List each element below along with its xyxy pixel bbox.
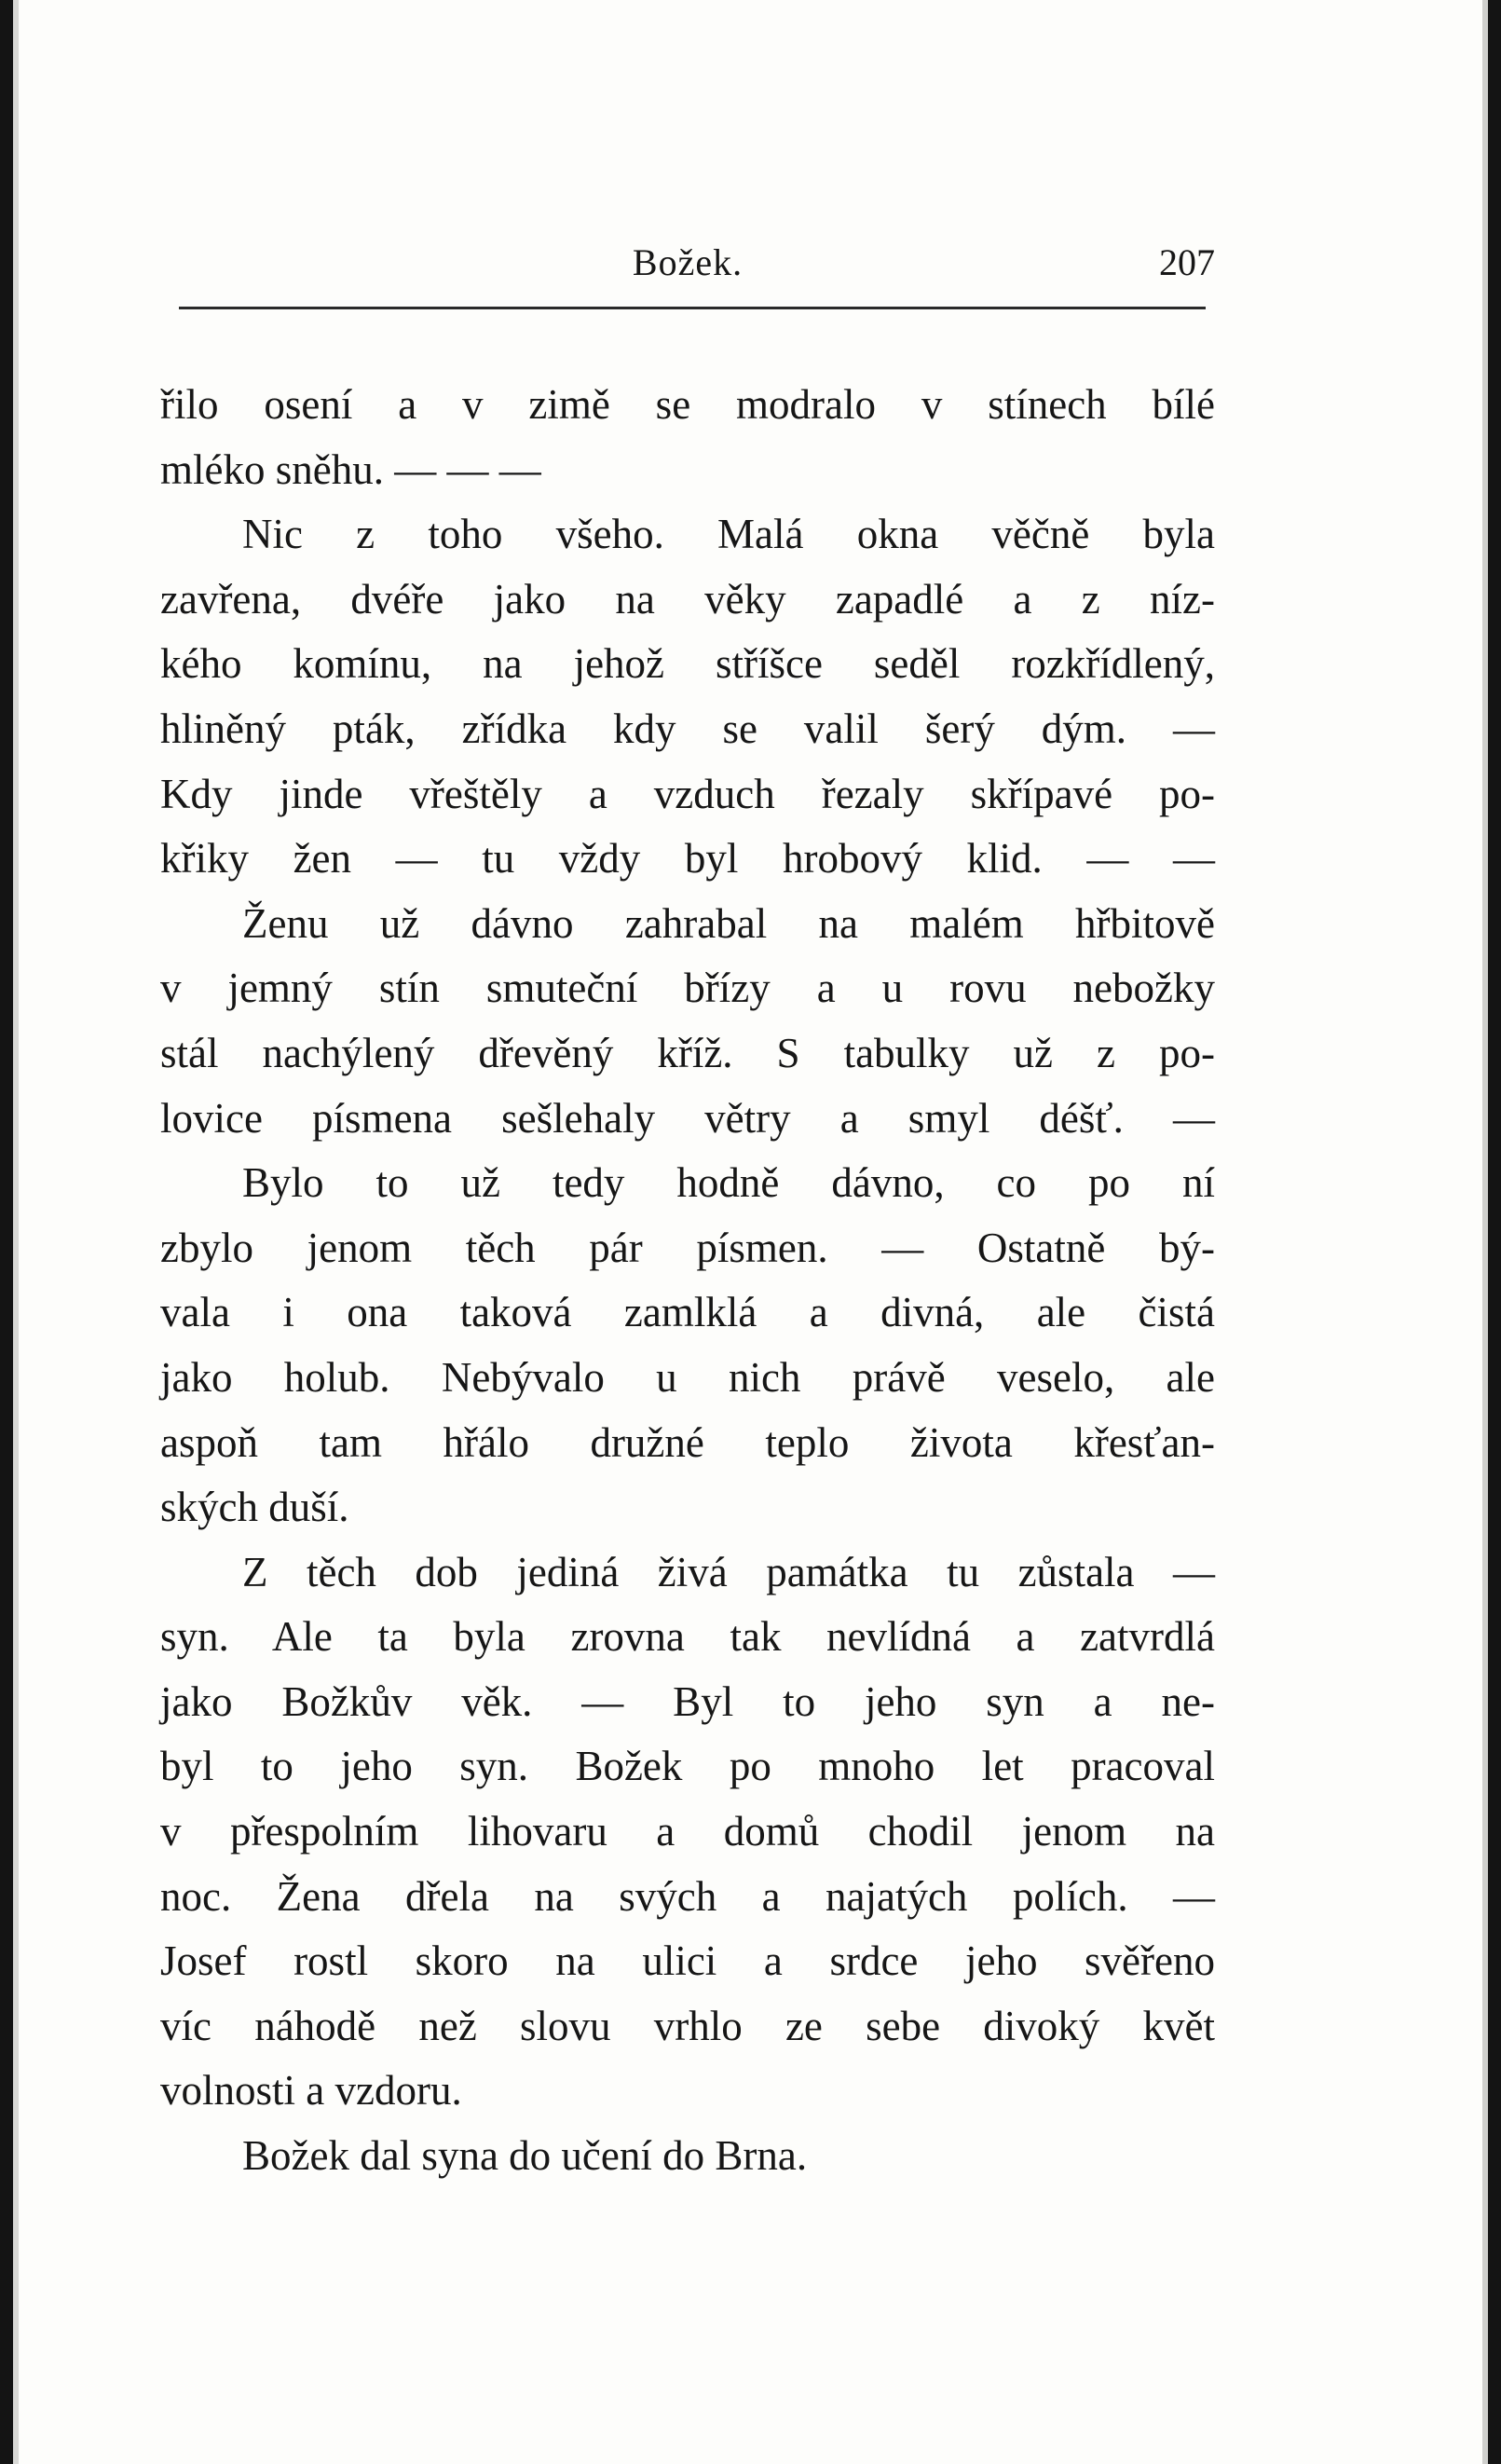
text-line: noc. Žena dřela na svých a najatých polích. — [160,1872,1215,1920]
scan-edge-left-shadow [13,0,19,2464]
text-line: mléko sněhu. — — — [160,445,541,493]
text-line: syn. Ale ta byla zrovna tak nevlídná a zatvrdlá [160,1613,1215,1661]
text-line: volnosti a vzdoru. [160,2067,462,2115]
running-title: Božek. [632,241,744,283]
text-line: lovice písmena sešlehaly větry a smyl déšť. — [160,1094,1215,1142]
scan-edge-left [0,0,13,2464]
text-line: Božek dal syna do učení do Brna. [242,2132,808,2180]
text-line: zbylo jenom těch pár písmen. — Ostatně bý- [160,1224,1215,1271]
text-line: řilo osení a v zimě se modralo v stínech bílé [160,381,1215,428]
text-line: Bylo to už tedy hodně dávno, co po ní [242,1159,1215,1207]
page-number: 207 [1159,241,1215,283]
text-line: Josef rostl skoro na ulici a srdce jeho svěřeno [160,1937,1215,1985]
text-line: zavřena, dvéře jako na věky zapadlé a z níz- [160,575,1215,623]
body-text [160,373,1215,2189]
text-line: Nic z toho všeho. Malá okna věčně byla [242,511,1215,558]
text-line: křiky žen — tu vždy byl hrobový klid. — — [160,835,1215,883]
text-line: jako Božkův věk. — Byl to jeho syn a ne- [160,1677,1215,1725]
text-line: Ženu už dávno zahrabal na malém hřbitově [242,899,1215,947]
header-rule [179,307,1206,309]
text-line: ských duší. [160,1484,349,1531]
text-line: Kdy jinde vřeštěly a vzduch řezaly skřípavé po- [160,770,1215,817]
text-line: vala i ona taková zamlklá a divná, ale čistá [160,1289,1215,1336]
running-head [160,235,1215,291]
text-line: aspoň tam hřálo družné teplo života křesťan- [160,1418,1215,1466]
text-line: byl to jeho syn. Božek po mnoho let pracoval [160,1743,1215,1790]
text-line: jako holub. Nebývalo u nich právě veselo, ale [160,1353,1215,1401]
text-line: kého komínu, na jehož stříšce seděl rozkřídlený, [160,640,1215,688]
text-line: víc náhodě než slovu vrhlo ze sebe divoký květ [160,2002,1215,2049]
text-line: hliněný pták, zřídka kdy se valil šerý dým. — [160,705,1215,752]
text-line: v přespolním lihovaru a domů chodil jenom na [160,1808,1215,1855]
text-line: Z těch dob jediná živá památka tu zůstala — [242,1548,1215,1595]
scan-edge-right-shadow [1482,0,1488,2464]
text-line: v jemný stín smuteční břízy a u rovu nebožky [160,965,1215,1012]
scan-edge-right [1488,0,1501,2464]
text-line: stál nachýlený dřevěný kříž. S tabulky už z po- [160,1029,1215,1076]
